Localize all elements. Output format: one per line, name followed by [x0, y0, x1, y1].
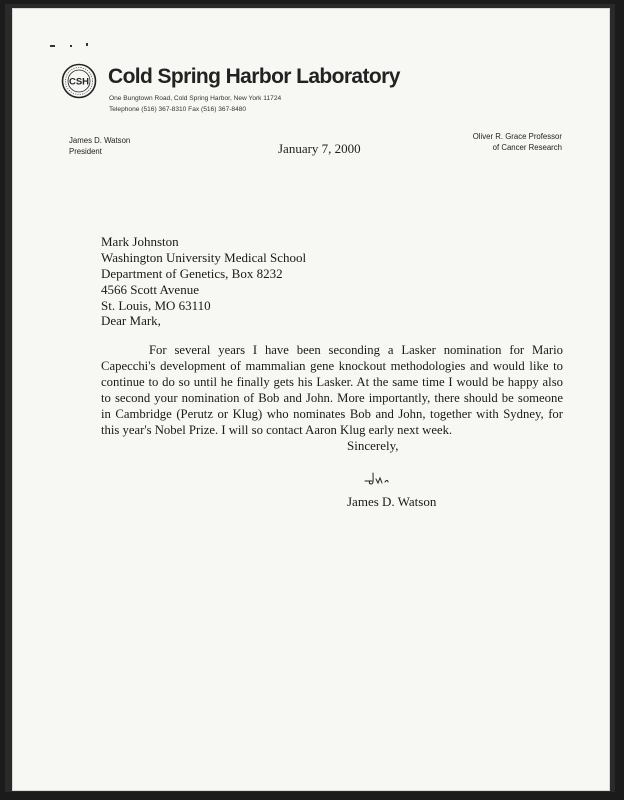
signer-name: James D. Watson [347, 494, 437, 509]
letter-date: January 7, 2000 [278, 141, 361, 156]
recipient-line: St. Louis, MO 63110 [101, 298, 211, 313]
sender-title: President [69, 147, 102, 156]
seal-text: CSH [68, 76, 90, 88]
csh-seal-logo [61, 63, 97, 99]
handwritten-signature [364, 470, 394, 486]
letter-page [12, 8, 610, 791]
organization-address: One Bungtown Road, Cold Spring Harbor, New York 11724 [109, 95, 282, 102]
recipient-line: Mark Johnston [101, 234, 179, 249]
letter-body: For several years I have been seconding a Lasker nomination for Mario Capecchi's development of mammalian gene knockout methodologies and would like to continue to do so until he finally gets his Lasker. At the same time I would be happy also to second your nomination of Bob and John. More importantly, there should be someone in Cambridge (Perutz or Klug) who nominates Bob and John, together with Sydney, for this year's Nobel Prize. I will so contact Aaron Klug early next week. [101, 343, 563, 437]
recipient-address [101, 234, 306, 314]
organization-telephone: Telephone (516) 367-8310 Fax (516) 367-8480 [109, 106, 247, 113]
organization-name: Cold Spring Harbor Laboratory [108, 65, 400, 88]
paper-speck [86, 43, 88, 46]
paper-speck [70, 45, 72, 47]
recipient-line: Washington University Medical School [101, 250, 307, 265]
recipient-line: Department of Genetics, Box 8232 [101, 266, 283, 281]
sender-block [69, 135, 130, 157]
chair-block [473, 131, 562, 153]
closing: Sincerely, [347, 438, 399, 453]
chair-line-2: of Cancer Research [492, 143, 562, 152]
recipient-line: 4566 Scott Avenue [101, 282, 199, 297]
chair-line-1: Oliver R. Grace Professor [472, 132, 562, 141]
paper-speck [50, 45, 55, 47]
sender-name: James D. Watson [69, 136, 131, 145]
salutation: Dear Mark, [101, 313, 161, 328]
